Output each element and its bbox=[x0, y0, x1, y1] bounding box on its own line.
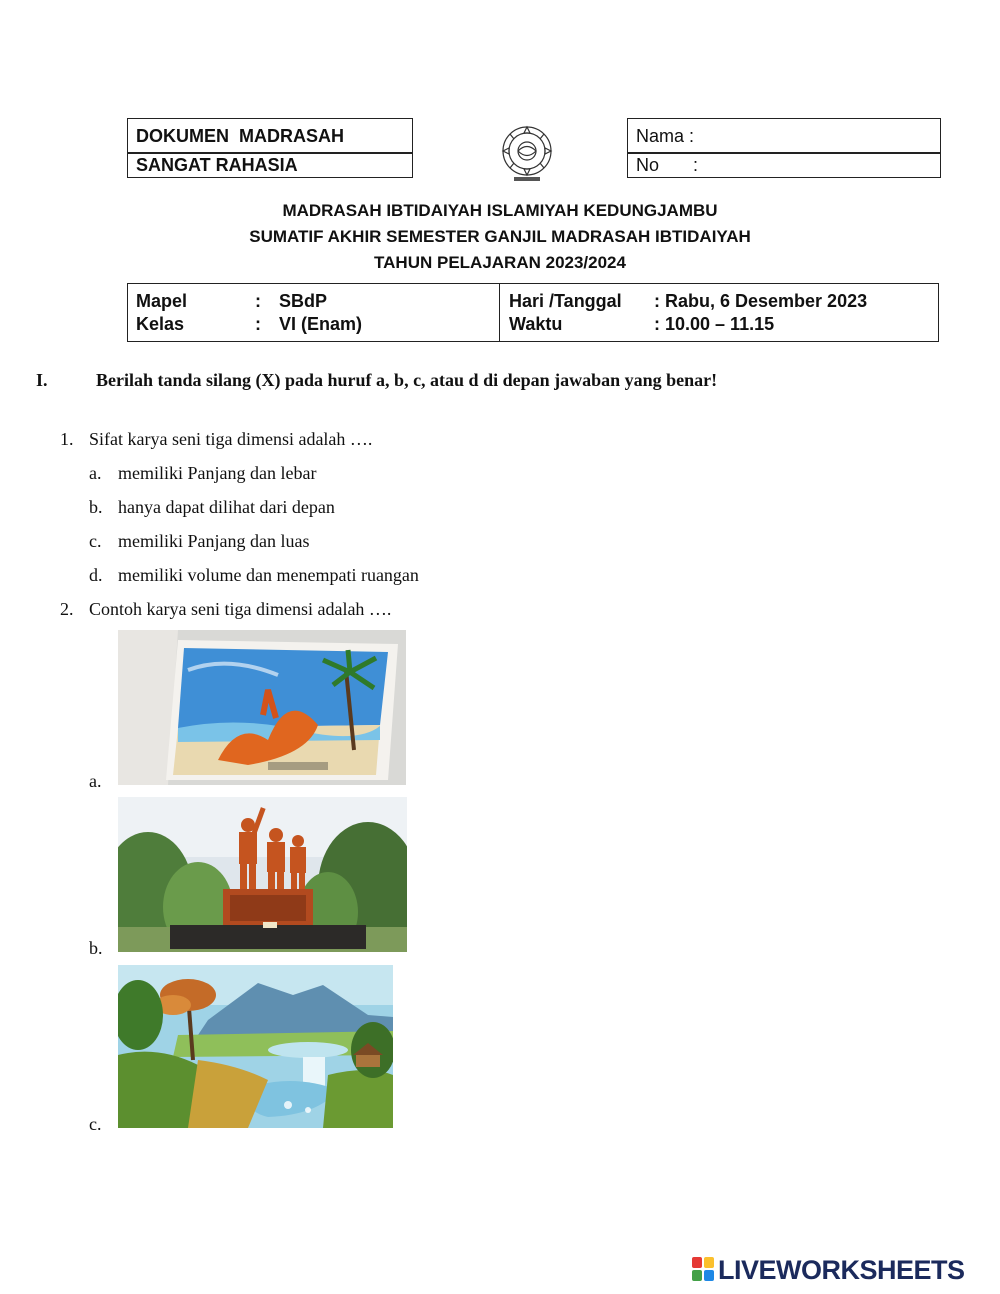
section-number: I. bbox=[36, 370, 48, 390]
madrasah-emblem bbox=[496, 122, 558, 184]
liveworksheets-logo bbox=[692, 1255, 992, 1285]
question-1-text: Sifat karya seni tiga dimensi adalah …. bbox=[89, 429, 373, 449]
info-table-divider bbox=[499, 283, 500, 341]
kelas-colon: : bbox=[255, 314, 261, 334]
secret-label: SANGAT RAHASIA bbox=[136, 155, 298, 175]
waktu-label: Waktu bbox=[509, 314, 563, 334]
question-2-text: Contoh karya seni tiga dimensi adalah …. bbox=[89, 599, 392, 619]
waktu-value: : 10.00 – 11.15 bbox=[654, 314, 775, 334]
q1-option-b-letter[interactable]: b. bbox=[89, 497, 103, 517]
q1-option-d-text[interactable]: memiliki volume dan menempati ruangan bbox=[118, 565, 419, 585]
doc-label: DOKUMEN MADRASAH bbox=[136, 126, 344, 146]
kelas-label: Kelas bbox=[136, 314, 185, 334]
monument-statue-image[interactable] bbox=[118, 797, 407, 952]
number-box bbox=[627, 152, 941, 178]
q1-option-a-letter[interactable]: a. bbox=[89, 463, 102, 483]
number-label: No bbox=[636, 155, 660, 175]
mapel-value: SBdP bbox=[279, 291, 328, 311]
title-school: MADRASAH IBTIDAIYAH ISLAMIYAH KEDUNGJAMBU bbox=[282, 201, 718, 220]
q2-option-c-letter[interactable]: c. bbox=[89, 1114, 102, 1134]
number-colon: : bbox=[693, 155, 699, 175]
q2-option-a-letter[interactable]: a. bbox=[89, 771, 102, 791]
hari-label: Hari /Tanggal bbox=[509, 291, 622, 311]
landscape-painting-image[interactable] bbox=[118, 965, 393, 1128]
question-1-number: 1. bbox=[60, 429, 74, 449]
q1-option-a-text[interactable]: memiliki Panjang dan lebar bbox=[118, 463, 317, 483]
question-2-number: 2. bbox=[60, 599, 74, 619]
calligraphy-painting-image[interactable] bbox=[118, 630, 406, 785]
kelas-value: VI (Enam) bbox=[279, 314, 363, 334]
title-year: TAHUN PELAJARAN 2023/2024 bbox=[374, 253, 626, 272]
q1-option-c-text[interactable]: memiliki Panjang dan luas bbox=[118, 531, 310, 551]
mapel-label: Mapel bbox=[136, 291, 188, 311]
title-exam: SUMATIF AKHIR SEMESTER GANJIL MADRASAH IBTIDAIYAH bbox=[249, 227, 751, 246]
mapel-colon: : bbox=[255, 291, 261, 311]
liveworksheets-wordmark: LIVEWORKSHEETS bbox=[718, 1255, 965, 1285]
q2-option-b-letter[interactable]: b. bbox=[89, 938, 103, 958]
liveworksheets-mark-icon bbox=[692, 1257, 716, 1283]
hari-value: : Rabu, 6 Desember 2023 bbox=[654, 291, 868, 311]
q1-option-b-text[interactable]: hanya dapat dilihat dari depan bbox=[118, 497, 335, 517]
q1-option-d-letter[interactable]: d. bbox=[89, 565, 103, 585]
section-instruction: Berilah tanda silang (X) pada huruf a, b, c, atau d di depan jawaban yang benar! bbox=[96, 370, 718, 390]
name-label: Nama : bbox=[636, 126, 695, 146]
q1-option-c-letter[interactable]: c. bbox=[89, 531, 102, 551]
